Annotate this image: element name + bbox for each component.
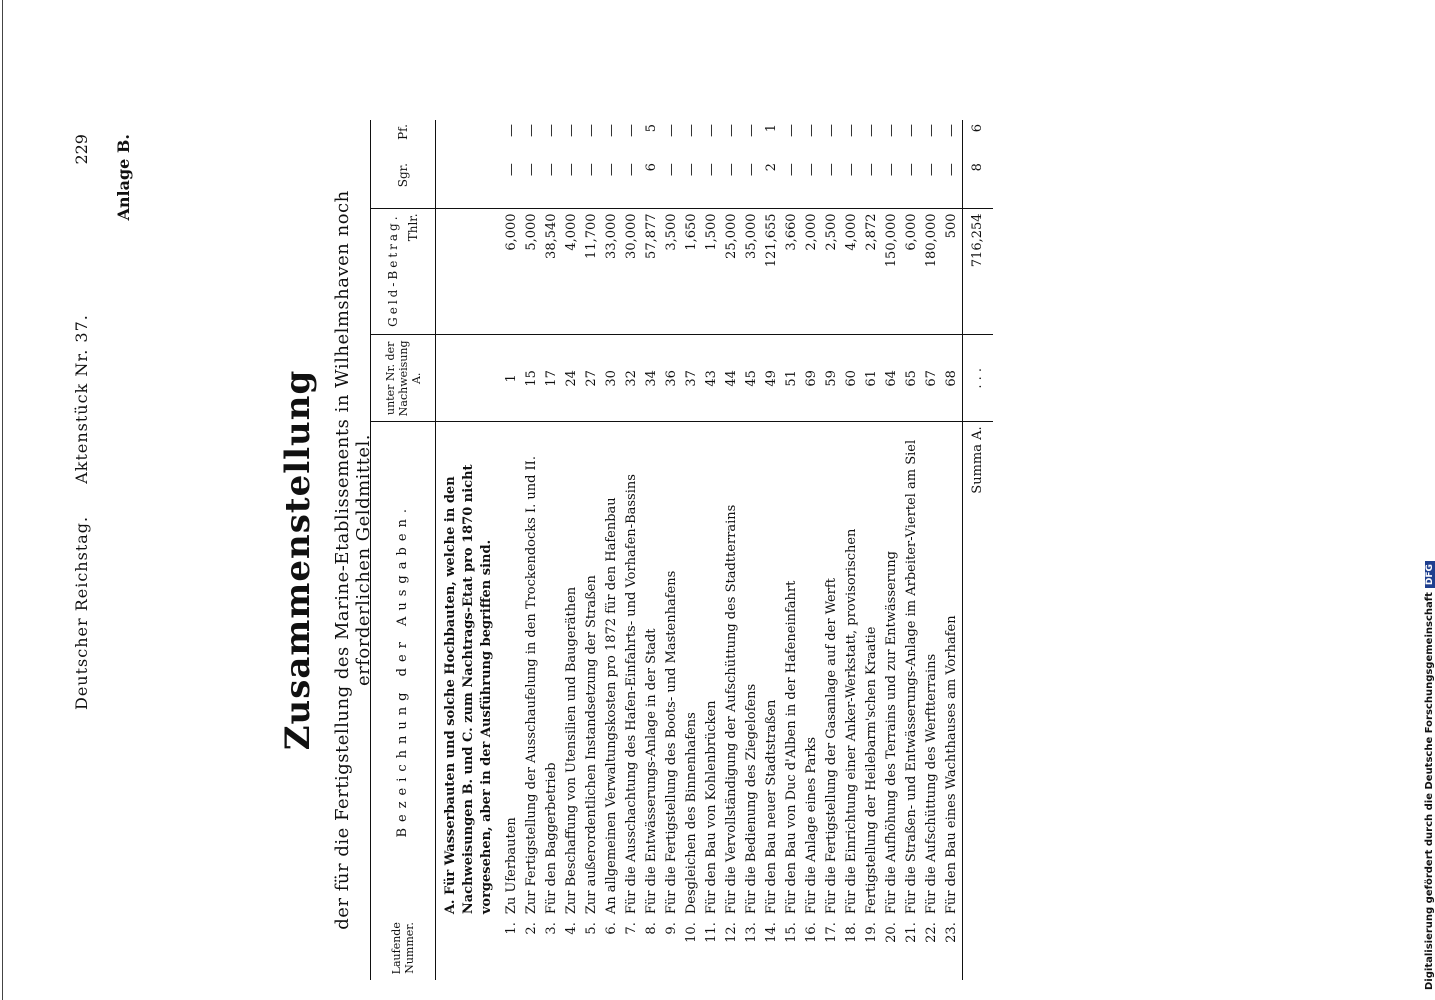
col-header-number: Laufende Nummer. <box>371 918 436 980</box>
annex-label: Anlage B. <box>114 134 133 221</box>
sum-pf: 6 <box>963 120 994 159</box>
table-row <box>722 120 742 980</box>
row-thlr: 57,877 <box>644 213 659 259</box>
row-pf: — <box>844 124 859 137</box>
row-thlr: 5,000 <box>524 213 539 251</box>
row-thlr: 180,000 <box>924 213 939 268</box>
row-thlr: 121,655 <box>764 213 779 268</box>
table-row <box>602 120 622 980</box>
row-pf: — <box>924 124 939 137</box>
row-description-text: Fertigstellung der Heilebarm'schen Kraatie <box>864 626 879 915</box>
row-description <box>882 422 902 918</box>
col-header-amount-title: Geld-Betrag. <box>386 213 400 327</box>
row-description <box>862 422 882 918</box>
page-number: 229 <box>72 134 91 165</box>
row-description-text: Für den Bau eines Wachthauses am Vorhafen <box>944 615 959 915</box>
table-row <box>942 120 963 980</box>
row-sgr: — <box>922 159 942 209</box>
row-sgr: — <box>602 159 622 209</box>
row-number: 1. <box>504 922 519 935</box>
row-description-text: Desgleichen des Binnenhafens <box>684 712 699 915</box>
row-pf: — <box>704 124 719 137</box>
table-row <box>802 120 822 980</box>
row-sgr: — <box>662 159 682 209</box>
row-thlr: 3,500 <box>664 213 679 251</box>
row-pf: — <box>584 124 599 137</box>
row-pf: — <box>604 124 619 137</box>
row-reference: 34 <box>642 335 662 422</box>
row-pf: — <box>624 124 639 137</box>
table-row <box>682 120 702 980</box>
row-description-text: Für die Aufhöhung des Terrains und zur Entwässerung <box>884 551 899 915</box>
sum-row <box>963 120 994 980</box>
row-description <box>662 422 682 918</box>
row-description-text: Zur außerordentlichen Instandsetzung der Straßen <box>584 575 599 915</box>
row-thlr: 25,000 <box>724 213 739 259</box>
row-reference: 17 <box>542 335 562 422</box>
row-number: 15. <box>784 922 799 943</box>
row-thlr: 38,540 <box>544 213 559 259</box>
row-description-text: Zu Uferbauten <box>504 817 519 915</box>
row-description <box>622 422 642 918</box>
row-reference: 51 <box>782 335 802 422</box>
row-description-text: Für die Ausschachtung des Hafen-Einfahrts- und Vorhafen-Bassins <box>624 474 639 915</box>
row-description-text: Für die Entwässerungs-Anlage in der Stadt <box>644 628 659 915</box>
row-reference: 43 <box>702 335 722 422</box>
row-number: 12. <box>724 922 739 943</box>
running-header <box>72 288 91 710</box>
row-sgr: — <box>882 159 902 209</box>
expenditure-table <box>370 120 993 980</box>
row-number: 8. <box>644 922 659 935</box>
row-description-text: Für die Anlage eines Parks <box>804 736 819 915</box>
header-aktenstueck: Aktenstück Nr. 37. <box>72 314 91 484</box>
row-reference: 65 <box>902 335 922 422</box>
col-header-reference: unter Nr. der Nachweisung A. <box>371 335 436 422</box>
row-number: 19. <box>864 922 879 943</box>
row-sgr: — <box>682 159 702 209</box>
row-reference: 68 <box>942 335 963 422</box>
row-description <box>522 422 542 918</box>
table-row <box>842 120 862 980</box>
row-pf: 5 <box>644 124 659 133</box>
table-row <box>662 120 682 980</box>
row-description-text: Für die Einrichtung einer Anker-Werkstatt, provisorischen <box>844 528 859 915</box>
row-description <box>562 422 582 918</box>
row-reference: 24 <box>562 335 582 422</box>
row-pf: — <box>784 124 799 137</box>
row-pf: — <box>884 124 899 137</box>
row-sgr: — <box>722 159 742 209</box>
row-sgr: — <box>742 159 762 209</box>
row-pf: — <box>684 124 699 137</box>
header-reichstag: Deutscher Reichstag. <box>72 515 91 710</box>
row-description <box>542 422 562 918</box>
row-description <box>782 422 802 918</box>
row-description <box>682 422 702 918</box>
row-thlr: 33,000 <box>604 213 619 259</box>
row-description-text: Für die Fertigstellung des Boots- und Mastenhafens <box>664 570 679 915</box>
row-number: 13. <box>744 922 759 943</box>
row-number: 9. <box>664 922 679 935</box>
row-pf: — <box>524 124 539 137</box>
row-reference: 27 <box>582 335 602 422</box>
section-heading-row <box>436 120 503 980</box>
left-margin-line <box>2 0 3 1000</box>
table-row <box>562 120 582 980</box>
row-description-text: An allgemeinen Verwaltungskosten pro 1872 für den Hafenbau <box>604 497 619 915</box>
row-thlr: 2,500 <box>824 213 839 251</box>
sum-blank <box>963 918 994 980</box>
row-thlr: 3,660 <box>784 213 799 251</box>
table-row <box>502 120 522 980</box>
row-sgr: — <box>522 159 542 209</box>
row-reference: 64 <box>882 335 902 422</box>
row-sgr: — <box>702 159 722 209</box>
col-header-amount <box>371 209 436 335</box>
row-sgr: — <box>902 159 922 209</box>
row-thlr: 6,000 <box>904 213 919 251</box>
row-description <box>922 422 942 918</box>
row-reference: 67 <box>922 335 942 422</box>
col-header-description: Bezeichnung der Ausgaben. <box>371 422 436 918</box>
row-description-text: Für die Straßen- und Entwässerungs-Anlage im Arbeiter-Viertel am Siel <box>904 439 919 915</box>
row-sgr: — <box>942 159 963 209</box>
row-number: 21. <box>904 922 919 943</box>
row-thlr: 30,000 <box>624 213 639 259</box>
row-number: 17. <box>824 922 839 943</box>
row-reference: 15 <box>522 335 542 422</box>
row-reference: 32 <box>622 335 642 422</box>
row-description-text: Für den Baggerbetrieb <box>544 762 559 915</box>
row-reference: 37 <box>682 335 702 422</box>
row-thlr: 2,000 <box>804 213 819 251</box>
sum-ref: . . . <box>963 335 994 422</box>
row-number: 6. <box>604 922 619 935</box>
table-row <box>922 120 942 980</box>
digitization-text: Digitalisierung gefördert durch die Deutsche Forschungsgemeinschaft <box>1424 592 1435 990</box>
row-sgr: — <box>542 159 562 209</box>
row-reference: 30 <box>602 335 622 422</box>
row-description-text: Für die Bedienung des Ziegelofens <box>744 683 759 915</box>
row-description <box>942 422 963 918</box>
row-pf: — <box>744 124 759 137</box>
row-thlr: 6,000 <box>504 213 519 251</box>
row-pf: — <box>564 124 579 137</box>
row-pf: — <box>864 124 879 137</box>
row-pf: — <box>724 124 739 137</box>
row-number: 16. <box>804 922 819 943</box>
row-pf: — <box>544 124 559 137</box>
dfg-logo: DFG <box>1425 561 1435 588</box>
sum-sgr: 8 <box>963 159 994 209</box>
row-thlr: 4,000 <box>564 213 579 251</box>
row-reference: 49 <box>762 335 782 422</box>
section-heading: A. Für Wasserbauten und solche Hochbauten, welche in den Nachweisungen B. und C. zum Nachtrags-Etat pro 1870 nicht vorgesehen, aber in der Ausführung begriffen sind. <box>443 464 494 915</box>
row-number: 22. <box>924 922 939 943</box>
row-description-text: Für den Bau von Kohlenbrücken <box>704 700 719 915</box>
table-row <box>762 120 782 980</box>
row-description-text: Für den Bau von Duc d'Alben in der Hafeneinfahrt <box>784 580 799 915</box>
row-thlr: 11,700 <box>584 213 599 259</box>
table-row <box>542 120 562 980</box>
table-body <box>436 120 994 980</box>
row-reference: 1 <box>502 335 522 422</box>
row-sgr: — <box>622 159 642 209</box>
row-sgr: — <box>582 159 602 209</box>
row-thlr: 500 <box>944 213 959 239</box>
row-thlr: 35,000 <box>744 213 759 259</box>
table-row <box>882 120 902 980</box>
row-sgr: 2 <box>762 159 782 209</box>
row-number: 4. <box>564 922 579 935</box>
row-pf: — <box>664 124 679 137</box>
row-description-text: Für die Fertigstellung der Gasanlage auf der Werft <box>824 578 839 915</box>
row-reference: 61 <box>862 335 882 422</box>
table-row <box>582 120 602 980</box>
row-sgr: — <box>562 159 582 209</box>
row-thlr: 1,500 <box>704 213 719 251</box>
table-row <box>902 120 922 980</box>
row-reference: 36 <box>662 335 682 422</box>
row-number: 14. <box>764 922 779 943</box>
row-sgr: — <box>822 159 842 209</box>
row-thlr: 4,000 <box>844 213 859 251</box>
row-description-text: Zur Fertigstellung der Ausschaufelung in den Trockendocks I. und II. <box>524 456 539 915</box>
row-description <box>802 422 822 918</box>
row-description-text: Für die Vervollständigung der Aufschüttung des Stadtterrains <box>724 504 739 915</box>
col-header-sgr: Sgr. <box>371 159 436 209</box>
table-row <box>862 120 882 980</box>
row-pf: — <box>824 124 839 137</box>
table-header-row <box>371 120 436 980</box>
col-header-thlr: Thlr. <box>406 213 420 242</box>
row-sgr: 6 <box>642 159 662 209</box>
row-sgr: — <box>502 159 522 209</box>
row-sgr: — <box>802 159 822 209</box>
row-pf: — <box>904 124 919 137</box>
row-number: 5. <box>584 922 599 935</box>
table-row <box>822 120 842 980</box>
row-description <box>722 422 742 918</box>
row-thlr: 1,650 <box>684 213 699 251</box>
row-reference: 59 <box>822 335 842 422</box>
digitization-note <box>1410 10 1435 990</box>
col-header-pf: Pf. <box>371 120 436 159</box>
row-number: 11. <box>704 922 719 943</box>
row-description <box>742 422 762 918</box>
row-number: 7. <box>624 922 639 935</box>
row-description <box>822 422 842 918</box>
row-sgr: — <box>862 159 882 209</box>
row-description <box>502 422 522 918</box>
row-pf: — <box>504 124 519 137</box>
row-pf: — <box>944 124 959 137</box>
row-number: 18. <box>844 922 859 943</box>
page-subtitle: der für die Fertigstellung des Marine-Etablissements in Wilhelmshaven noch erforderlichen Geldmittel. <box>332 190 374 930</box>
table-row <box>782 120 802 980</box>
row-number: 20. <box>884 922 899 943</box>
row-number: 3. <box>544 922 559 935</box>
row-reference: 44 <box>722 335 742 422</box>
row-sgr: — <box>782 159 802 209</box>
row-number: 2. <box>524 922 539 935</box>
page-title: Zusammenstellung <box>278 369 318 751</box>
row-thlr: 150,000 <box>884 213 899 268</box>
row-description-text: Zur Beschaffung von Utensilien und Baugeräthen <box>564 586 579 915</box>
table-row <box>642 120 662 980</box>
sum-thlr: 716,254 <box>963 209 994 335</box>
row-description <box>842 422 862 918</box>
document-page <box>60 120 1360 1000</box>
table-row <box>702 120 722 980</box>
sum-label: Summa A. <box>963 422 994 918</box>
row-reference: 60 <box>842 335 862 422</box>
row-reference: 69 <box>802 335 822 422</box>
row-description <box>702 422 722 918</box>
row-description <box>902 422 922 918</box>
row-description <box>642 422 662 918</box>
row-number: 23. <box>944 922 959 943</box>
row-description <box>582 422 602 918</box>
table-row <box>522 120 542 980</box>
table-row <box>742 120 762 980</box>
table-row <box>622 120 642 980</box>
row-description <box>602 422 622 918</box>
row-thlr: 2,872 <box>864 213 879 251</box>
row-pf: — <box>804 124 819 137</box>
row-sgr: — <box>842 159 862 209</box>
row-pf: 1 <box>764 124 779 133</box>
row-description-text: Für die Aufschüttung des Werftterrains <box>924 653 939 915</box>
row-description-text: Für den Bau neuer Stadtstraßen <box>764 699 779 915</box>
row-description <box>762 422 782 918</box>
row-number: 10. <box>684 922 699 943</box>
row-reference: 45 <box>742 335 762 422</box>
